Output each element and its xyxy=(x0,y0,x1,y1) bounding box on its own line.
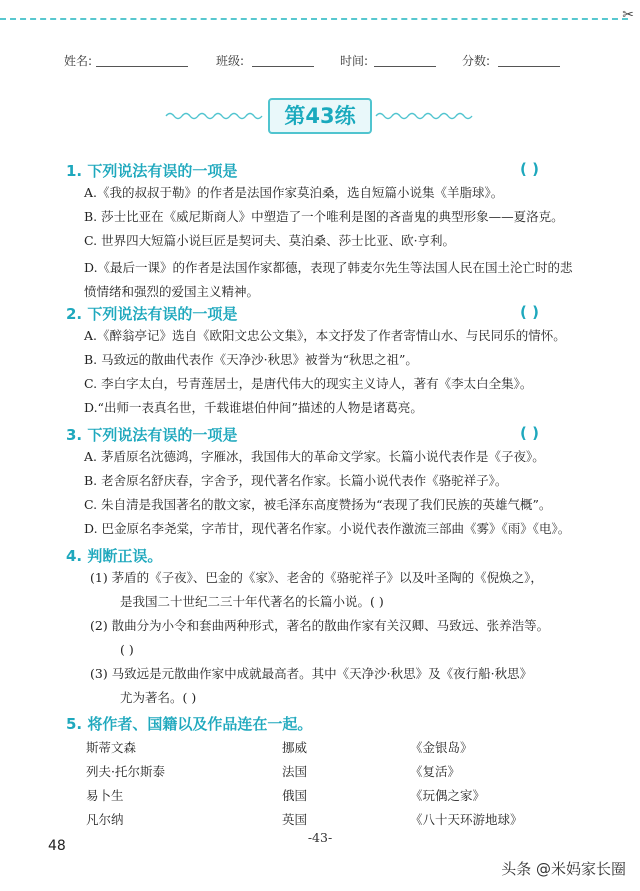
student-info-row xyxy=(0,50,640,72)
question-1-heading: 1. 下列说法有误的一项是 xyxy=(66,162,238,180)
scissors-icon: ✂ xyxy=(622,7,634,23)
page-center-number: -43- xyxy=(307,830,333,845)
question-1-option-c: C. 世界四大短篇小说巨匠是契诃夫、莫泊桑、莎士比亚、欧·亨利。 xyxy=(84,233,456,248)
page-title: 第43练 xyxy=(268,98,372,134)
score-label: 分数: xyxy=(462,54,491,68)
country-item[interactable]: 法国 xyxy=(282,764,308,779)
question-5-heading: 5. 将作者、国籍以及作品连在一起。 xyxy=(66,715,313,733)
author-item[interactable]: 列夫·托尔斯泰 xyxy=(86,764,165,779)
author-item[interactable]: 凡尔纳 xyxy=(86,812,124,827)
question-3-heading: 3. 下列说法有误的一项是 xyxy=(66,426,238,444)
class-label: 班级: xyxy=(216,54,245,68)
work-item[interactable]: 《八十天环游地球》 xyxy=(410,812,523,827)
judge-item-3-line-1: (3) 马致远是元散曲作家中成就最高者。其中《天净沙·秋思》及《夜行船·秋思》 xyxy=(90,666,533,681)
question-1-answer-box[interactable]: ( ) xyxy=(520,160,539,178)
judge-item-1-line-2: 是我国二十世纪二三十年代著名的长篇小说。( ) xyxy=(120,594,384,609)
author-item[interactable]: 斯蒂文森 xyxy=(86,740,137,755)
name-field[interactable] xyxy=(96,66,188,67)
time-field[interactable] xyxy=(374,66,436,67)
question-2-option-d: D.“出师一表真名世，千载谁堪伯仲间”描述的人物是诸葛亮。 xyxy=(84,400,423,415)
question-4-heading: 4. 判断正误。 xyxy=(66,547,163,565)
cut-line xyxy=(0,18,628,20)
question-2-answer-box[interactable]: ( ) xyxy=(520,303,539,321)
judge-item-2-answer[interactable]: ( ) xyxy=(120,642,134,657)
author-item[interactable]: 易卜生 xyxy=(86,788,124,803)
title-banner xyxy=(0,94,640,142)
question-2-heading: 2. 下列说法有误的一项是 xyxy=(66,305,238,323)
judge-item-2-line-1: (2) 散曲分为小令和套曲两种形式，著名的散曲作家有关汉卿、马致远、张养浩等。 xyxy=(90,618,550,633)
country-item[interactable]: 英国 xyxy=(282,812,308,827)
question-2-option-b: B. 马致远的散曲代表作《天净沙·秋思》被誉为“秋思之祖”。 xyxy=(84,352,418,367)
country-item[interactable]: 挪威 xyxy=(282,740,308,755)
name-label: 姓名: xyxy=(64,54,93,68)
time-label: 时间: xyxy=(340,54,369,68)
question-3-option-a: A. 茅盾原名沈德鸿，字雁冰，我国伟大的革命文学家。长篇小说代表作是《子夜》。 xyxy=(84,449,545,464)
question-3-option-c: C. 朱自清是我国著名的散文家，被毛泽东高度赞扬为“表现了我们民族的英雄气概”。 xyxy=(84,497,552,512)
question-3-answer-box[interactable]: ( ) xyxy=(520,424,539,442)
score-field[interactable] xyxy=(498,66,560,67)
class-field[interactable] xyxy=(252,66,314,67)
page-number: 48 xyxy=(48,838,66,854)
work-item[interactable]: 《玩偶之家》 xyxy=(410,788,486,803)
question-2-option-c: C. 李白字太白，号青莲居士，是唐代伟大的现实主义诗人，著有《李太白全集》。 xyxy=(84,376,533,391)
country-item[interactable]: 俄国 xyxy=(282,788,308,803)
work-item[interactable]: 《金银岛》 xyxy=(410,740,473,755)
question-3-option-b: B. 老舍原名舒庆春，字舍予，现代著名作家。长篇小说代表作《骆驼祥子》。 xyxy=(84,473,508,488)
judge-item-3-line-2: 尤为著名。( ) xyxy=(120,690,197,705)
question-1-option-b: B. 莎士比亚在《威尼斯商人》中塑造了一个唯利是图的吝啬鬼的典型形象——夏洛克。 xyxy=(84,209,564,224)
judge-item-1-line-1: (1) 茅盾的《子夜》、巴金的《家》、老舍的《骆驼祥子》以及叶圣陶的《倪焕之》， xyxy=(90,570,543,585)
question-1-option-d: D.《最后一课》的作者是法国作家都德，表现了韩麦尔先生等法国人民在国土沦亡时的悲愤情绪和强烈的爱国主义精神。 xyxy=(84,260,573,299)
question-1-option-a: A.《我的叔叔于勒》的作者是法国作家莫泊桑，选自短篇小说集《羊脂球》。 xyxy=(84,185,504,200)
question-2-option-a: A.《醉翁亭记》选自《欧阳文忠公文集》，本文抒发了作者寄情山水、与民同乐的情怀。 xyxy=(84,328,566,343)
work-item[interactable]: 《复活》 xyxy=(410,764,461,779)
question-3-option-d: D. 巴金原名李尧棠，字芾甘，现代著名作家。小说代表作激流三部曲《雾》《雨》《电》。 xyxy=(84,521,571,536)
watermark: 头条 @米妈家长圈 xyxy=(501,860,626,878)
